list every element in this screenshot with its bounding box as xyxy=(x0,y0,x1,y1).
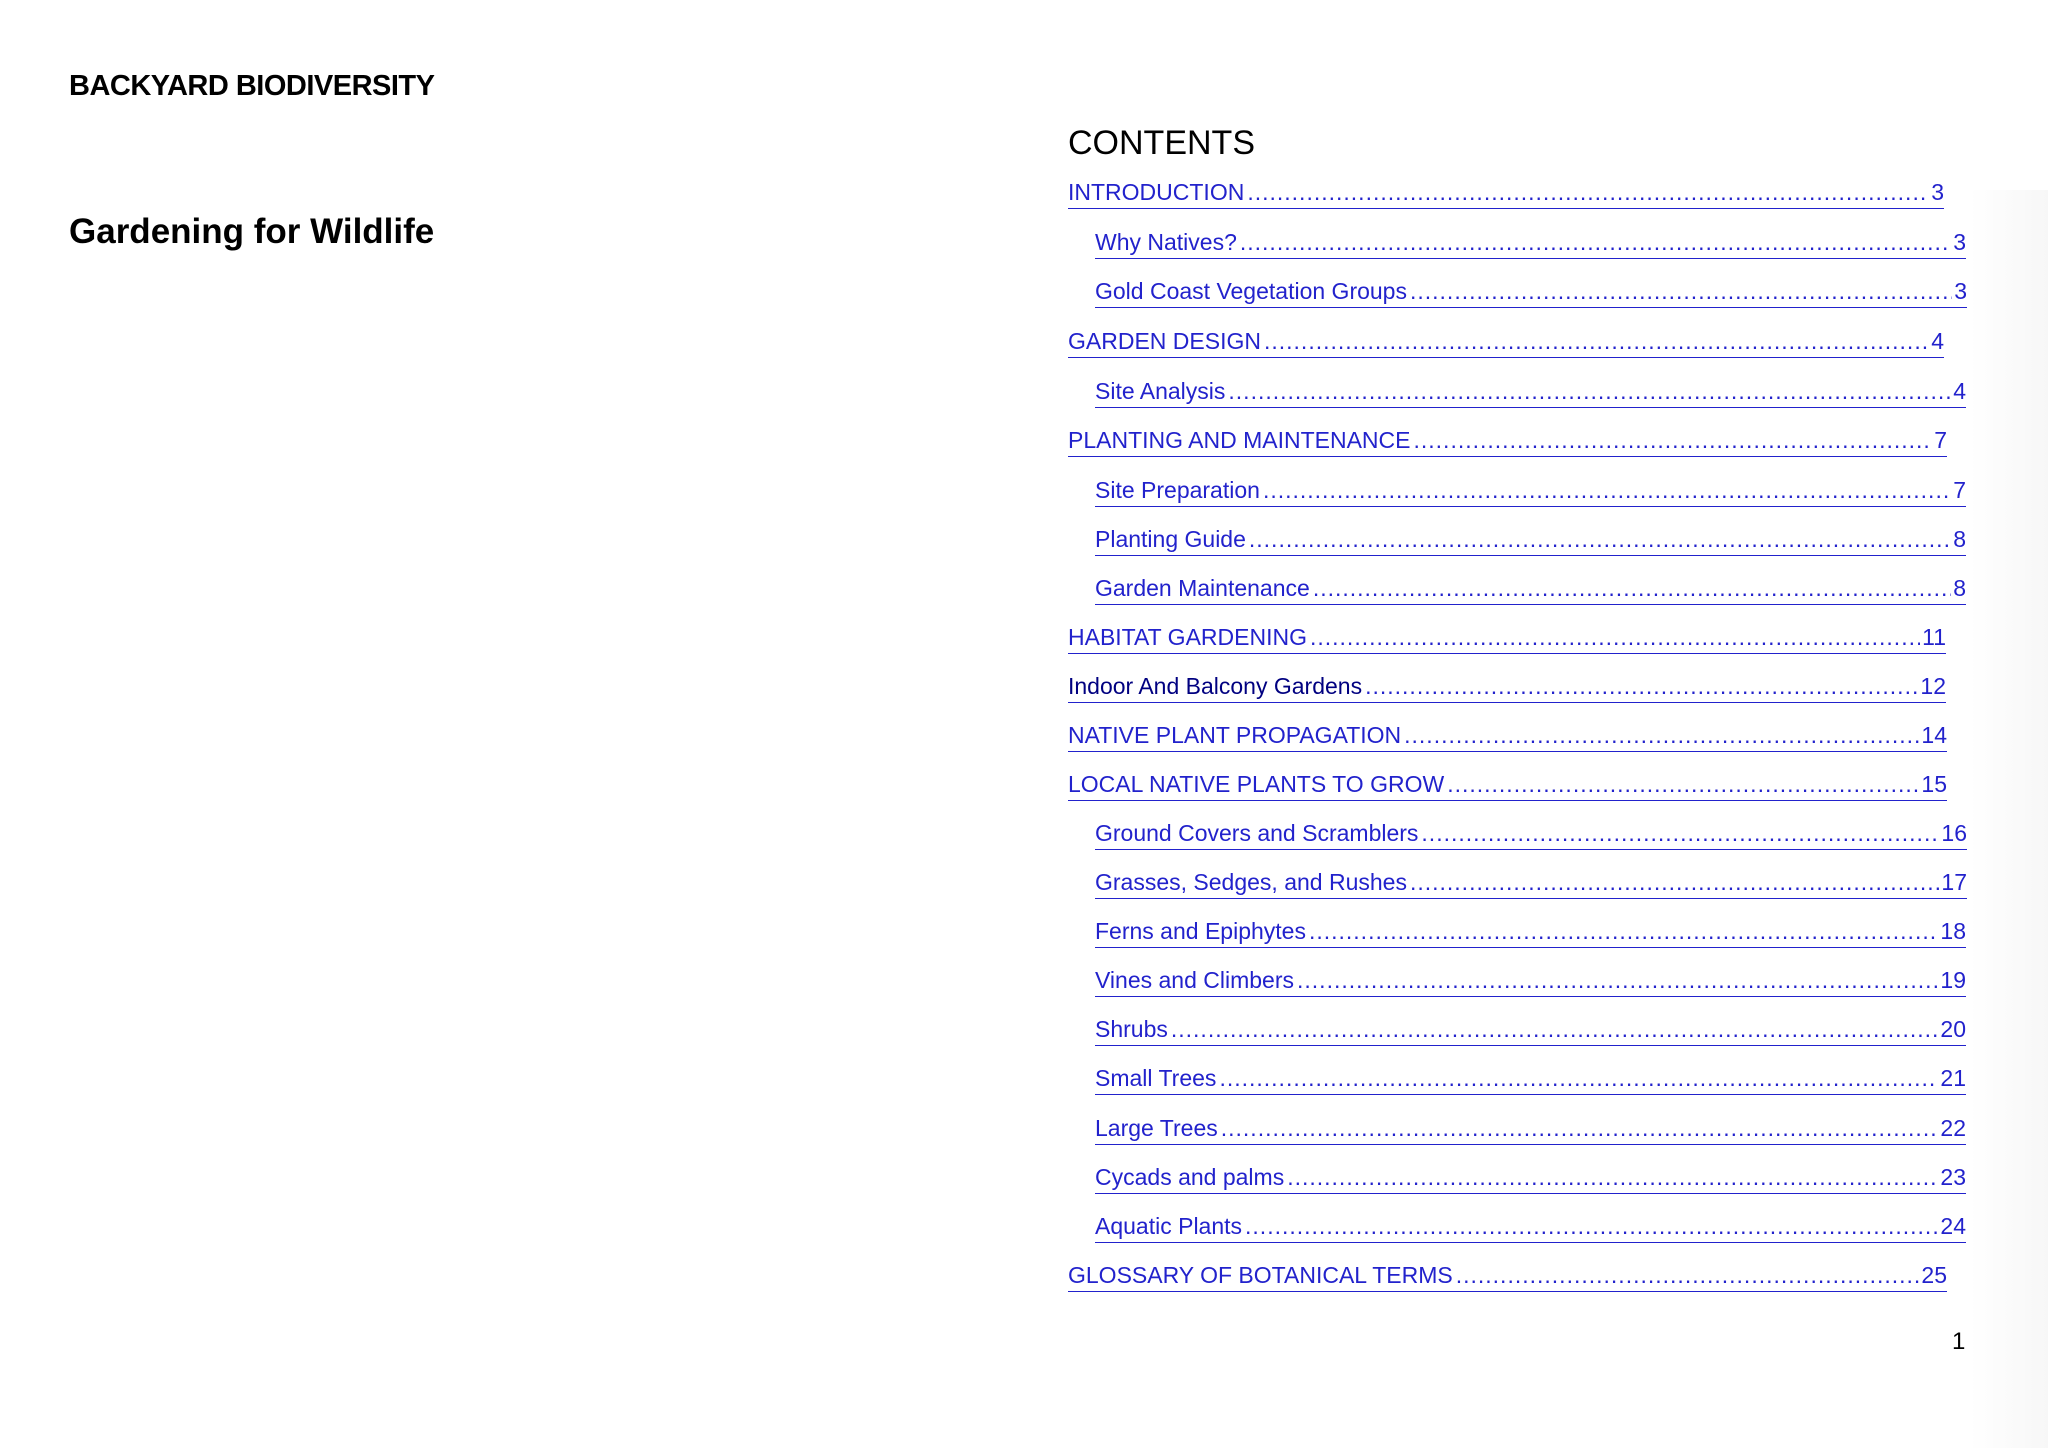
toc-entry-page: 7 xyxy=(1953,477,1966,503)
toc-dot-leader xyxy=(1313,572,1951,604)
toc-entry-site-analysis[interactable] xyxy=(1095,375,1966,408)
toc-entry-small-trees[interactable] xyxy=(1095,1062,1966,1095)
toc-entry-page: 14 xyxy=(1921,722,1947,748)
toc-entry-introduction[interactable] xyxy=(1068,176,1944,209)
toc-dot-leader xyxy=(1297,964,1938,996)
toc-dot-leader xyxy=(1240,226,1951,258)
page-number: 1 xyxy=(1952,1328,1966,1355)
toc-dot-leader xyxy=(1249,523,1951,555)
toc-entry-title: Gold Coast Vegetation Groups xyxy=(1095,278,1407,304)
toc-entry-page: 15 xyxy=(1921,771,1947,797)
toc-entry-gold-coast-vegetation-groups[interactable] xyxy=(1095,275,1967,308)
toc-entry-title: NATIVE PLANT PROPAGATION xyxy=(1068,722,1402,748)
toc-dot-leader xyxy=(1219,1062,1938,1094)
toc-entry-indoor-and-balcony-gardens[interactable] xyxy=(1068,670,1946,703)
toc-dot-leader xyxy=(1421,817,1939,849)
toc-entry-page: 20 xyxy=(1940,1016,1966,1042)
toc-entry-vines-and-climbers[interactable] xyxy=(1095,964,1966,997)
contents-heading: CONTENTS xyxy=(1068,124,1255,162)
toc-entry-planting-and-maintenance[interactable] xyxy=(1068,424,1947,457)
toc-entry-page: 8 xyxy=(1953,575,1966,601)
toc-dot-leader xyxy=(1287,1161,1938,1193)
document-header: BACKYARD BIODIVERSITY xyxy=(69,70,435,102)
toc-entry-garden-maintenance[interactable] xyxy=(1095,572,1966,605)
toc-entry-native-plant-propagation[interactable] xyxy=(1068,719,1947,752)
toc-dot-leader xyxy=(1221,1112,1939,1144)
toc-entry-large-trees[interactable] xyxy=(1095,1112,1966,1145)
toc-dot-leader xyxy=(1245,1210,1938,1242)
toc-dot-leader xyxy=(1365,670,1918,702)
toc-dot-leader xyxy=(1247,176,1929,208)
toc-entry-ground-covers-and-scramblers[interactable] xyxy=(1095,817,1967,850)
toc-entry-page: 3 xyxy=(1931,179,1944,205)
toc-entry-page: 24 xyxy=(1940,1213,1966,1239)
toc-entry-title: LOCAL NATIVE PLANTS TO GROW xyxy=(1068,771,1445,797)
toc-entry-planting-guide[interactable] xyxy=(1095,523,1966,556)
toc-entry-title: Garden Maintenance xyxy=(1095,575,1310,601)
toc-entry-page: 8 xyxy=(1953,526,1966,552)
toc-dot-leader xyxy=(1228,375,1951,407)
toc-entry-page: 7 xyxy=(1934,427,1947,453)
toc-entry-local-native-plants-to-grow[interactable] xyxy=(1068,768,1947,801)
toc-entry-title: HABITAT GARDENING xyxy=(1068,624,1307,650)
toc-entry-aquatic-plants[interactable] xyxy=(1095,1210,1966,1243)
toc-entry-title: Cycads and palms xyxy=(1095,1164,1285,1190)
toc-dot-leader xyxy=(1264,325,1929,357)
toc-entry-cycads-and-palms[interactable] xyxy=(1095,1161,1966,1194)
toc-entry-title: Site Preparation xyxy=(1095,477,1260,503)
toc-entry-title: Grasses, Sedges, and Rushes xyxy=(1095,869,1407,895)
toc-entry-why-natives[interactable] xyxy=(1095,226,1966,259)
toc-entry-page: 21 xyxy=(1940,1065,1966,1091)
toc-dot-leader xyxy=(1310,621,1920,653)
toc-entry-title: INTRODUCTION xyxy=(1068,179,1245,205)
toc-dot-leader xyxy=(1414,424,1933,456)
toc-entry-page: 19 xyxy=(1940,967,1966,993)
toc-entry-page: 4 xyxy=(1931,328,1944,354)
toc-dot-leader xyxy=(1447,768,1919,800)
toc-dot-leader xyxy=(1404,719,1919,751)
toc-entry-garden-design[interactable] xyxy=(1068,325,1944,358)
toc-entry-page: 22 xyxy=(1940,1115,1966,1141)
toc-entry-site-preparation[interactable] xyxy=(1095,474,1966,507)
toc-entry-title: Large Trees xyxy=(1095,1115,1218,1141)
toc-entry-title: Small Trees xyxy=(1095,1065,1217,1091)
toc-entry-page: 12 xyxy=(1920,673,1946,699)
toc-entry-title: Planting Guide xyxy=(1095,526,1246,552)
toc-entry-title: Indoor And Balcony Gardens xyxy=(1068,673,1363,699)
toc-entry-page: 4 xyxy=(1953,378,1966,404)
toc-entry-page: 3 xyxy=(1953,229,1966,255)
toc-entry-habitat-gardening[interactable] xyxy=(1068,621,1946,654)
toc-entry-page: 11 xyxy=(1922,624,1946,650)
toc-dot-leader xyxy=(1171,1013,1939,1045)
toc-dot-leader xyxy=(1263,474,1951,506)
toc-entry-glossary-of-botanical-terms[interactable] xyxy=(1068,1259,1947,1292)
page-edge-shadow xyxy=(1970,190,2048,1448)
toc-entry-page: 16 xyxy=(1941,820,1967,846)
toc-entry-shrubs[interactable] xyxy=(1095,1013,1966,1046)
toc-dot-leader xyxy=(1410,275,1952,307)
toc-entry-title: GARDEN DESIGN xyxy=(1068,328,1261,354)
toc-entry-title: PLANTING AND MAINTENANCE xyxy=(1068,427,1411,453)
toc-dot-leader xyxy=(1410,866,1939,898)
toc-entry-page: 17 xyxy=(1941,869,1967,895)
toc-entry-page: 18 xyxy=(1940,918,1966,944)
toc-dot-leader xyxy=(1456,1259,1920,1291)
toc-entry-title: Aquatic Plants xyxy=(1095,1213,1243,1239)
toc-entry-title: GLOSSARY OF BOTANICAL TERMS xyxy=(1068,1262,1453,1288)
toc-entry-title: Vines and Climbers xyxy=(1095,967,1295,993)
toc-entry-page: 25 xyxy=(1921,1262,1947,1288)
toc-entry-title: Why Natives? xyxy=(1095,229,1237,255)
toc-entry-grasses-sedges-and-rushes[interactable] xyxy=(1095,866,1967,899)
toc-dot-leader xyxy=(1309,915,1938,947)
toc-entry-ferns-and-epiphytes[interactable] xyxy=(1095,915,1966,948)
toc-entry-title: Site Analysis xyxy=(1095,378,1226,404)
toc-entry-title: Shrubs xyxy=(1095,1016,1168,1042)
toc-entry-title: Ground Covers and Scramblers xyxy=(1095,820,1419,846)
toc-entry-page: 23 xyxy=(1940,1164,1966,1190)
document-subtitle: Gardening for Wildlife xyxy=(69,212,435,251)
toc-entry-page: 3 xyxy=(1954,278,1967,304)
toc-entry-title: Ferns and Epiphytes xyxy=(1095,918,1306,944)
